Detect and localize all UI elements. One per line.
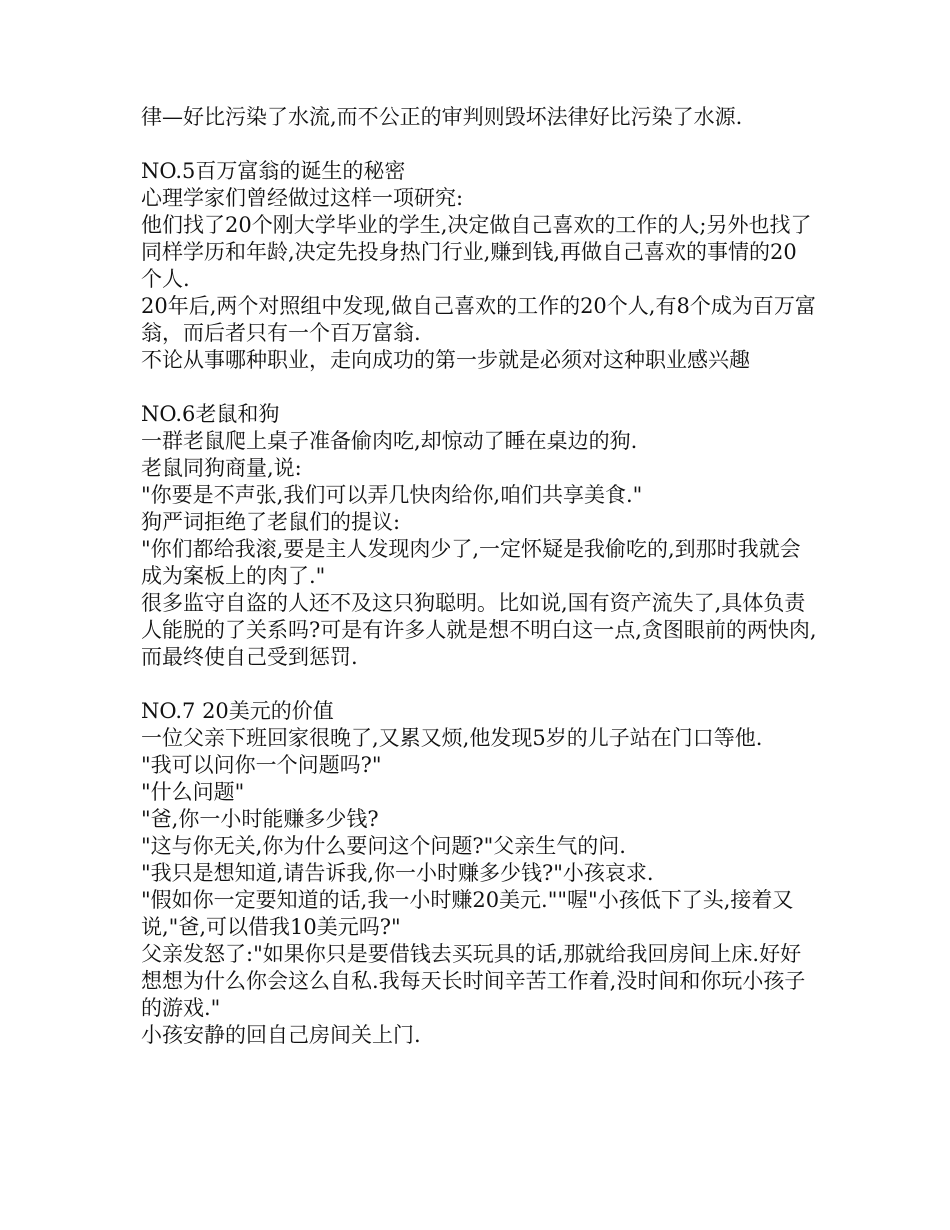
body-line: 小孩安静的回自己房间关上门. [141,1023,421,1047]
body-line: 不论从事哪种职业，走向成功的第一步就是必须对这种职业感兴趣 [141,348,750,372]
body-line: 老鼠同狗商量,说: [141,456,302,480]
body-line: 个人. [141,267,190,291]
body-line: 翁，而后者只有一个百万富翁. [141,321,421,345]
body-line: "我可以问你一个问题吗?" [141,753,382,777]
section-title: NO.7 20美元的价值 [141,699,334,723]
body-line: "假如你一定要知道的话,我一小时赚20美元.""喔"小孩低下了头,接着又 [141,888,794,912]
body-line: "爸,你一小时能赚多少钱? [141,807,379,831]
section-title: NO.5百万富翁的诞生的秘密 [141,159,406,183]
body-line: 成为案板上的肉了." [141,564,326,588]
body-line: 一群老鼠爬上桌子准备偷肉吃,却惊动了睡在桌边的狗. [141,429,638,453]
paragraph-spacer [141,671,861,698]
body-line: "什么问题" [141,780,245,804]
body-line: 心理学家们曾经做过这样一项研究: [141,186,464,210]
body-line: 他们找了20个刚大学毕业的学生,决定做自己喜欢的工作的人;另外也找了 [141,213,812,237]
body-line: 同样学历和年龄,决定先投身热门行业,赚到钱,再做自己喜欢的事情的20 [141,240,797,264]
body-line: 一位父亲下班回家很晚了,又累又烦,他发现5岁的儿子站在门口等他. [141,726,763,750]
body-line: 很多监守自盗的人还不及这只狗聪明。比如说,国有资产流失了,具体负责 [141,591,806,615]
body-line: "你要是不声张,我们可以弄几快肉给你,咱们共享美食." [141,483,643,507]
body-line: 说,"爸,可以借我10美元吗?" [141,915,401,939]
body-line: "你们都给我滚,要是主人发现肉少了,一定怀疑是我偷吃的,到那时我就会 [141,537,801,561]
body-line: "我只是想知道,请告诉我,你一小时赚多少钱?"小孩哀求. [141,861,654,885]
intro-line: 律—好比污染了水流,而不公正的审判则毁坏法律好比污染了水源. [141,105,743,129]
paragraph-spacer [141,374,861,401]
document-body [141,104,861,1049]
paragraph-spacer [141,131,861,158]
body-line: 20年后,两个对照组中发现,做自己喜欢的工作的20个人,有8个成为百万富 [141,294,816,318]
body-line: "这与你无关,你为什么要问这个问题?"父亲生气的问. [141,834,626,858]
body-line: 人能脱的了关系吗?可是有许多人就是想不明白这一点,贪图眼前的两快肉, [141,618,817,642]
body-line: 想想为什么你会这么自私.我每天长时间辛苦工作着,没时间和你玩小孩子 [141,969,806,993]
body-line: 狗严词拒绝了老鼠们的提议: [141,510,401,534]
body-line: 而最终使自己受到惩罚. [141,645,358,669]
body-line: 父亲发怒了:"如果你只是要借钱去买玩具的话,那就给我回房间上床.好好 [141,942,802,966]
body-line: 的游戏." [141,996,221,1020]
section-title: NO.6老鼠和狗 [141,402,280,426]
